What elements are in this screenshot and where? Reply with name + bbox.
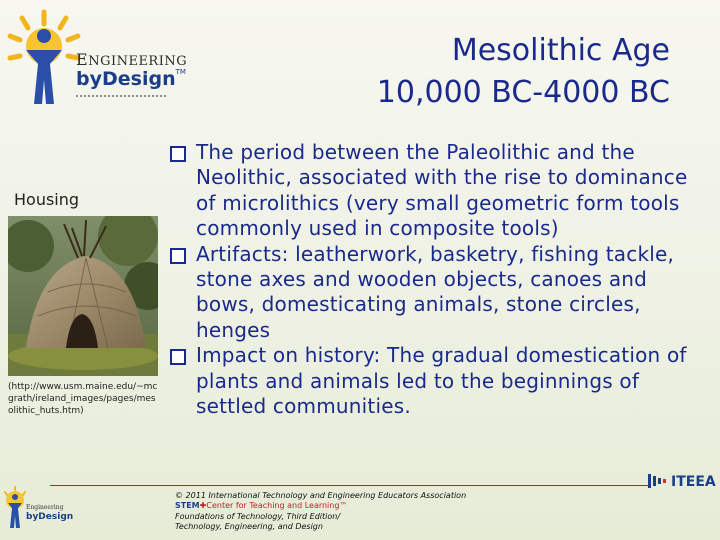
bullet-item (170, 343, 690, 419)
engineering-by-design-logo (6, 6, 196, 116)
checkbox-bullet-icon (170, 248, 186, 264)
logo-bydesign-label: byDesign (76, 68, 176, 90)
title-line-1: Mesolithic Age (451, 33, 670, 68)
logo-bydesign-text (76, 68, 186, 90)
housing-heading: Housing (14, 190, 80, 209)
photo-source-caption: (http://www.usm.maine.edu/~mcgrath/ireland_images/pages/mesolithic_huts.htm) (8, 382, 158, 416)
checkbox-bullet-icon (170, 349, 186, 365)
mesolithic-hut-photo (8, 216, 158, 376)
sun-figure-icon (6, 6, 86, 116)
slide-title (377, 30, 670, 114)
bullet-text: Impact on history: The gradual domestication of plants and animals led to the beginnings of settled communities. (196, 343, 687, 419)
bullet-list (170, 140, 690, 419)
footer-rule (50, 485, 648, 486)
stem-label: STEM (175, 501, 200, 511)
footer-book-subtitle: Technology, Engineering, and Design (175, 522, 323, 532)
logo-engineering-rest: NGINEERING (88, 54, 188, 69)
stem-plus-icon: ✚ (199, 501, 207, 511)
footer-book-title: Foundations of Technology, Third Edition/ (175, 511, 341, 521)
logo-tm: TM (175, 68, 186, 76)
footer-copyright: © 2011 International Technology and Engineering Educators Association (175, 491, 467, 500)
checkbox-bullet-icon (170, 146, 186, 162)
small-logo-bydesign: byDesign (26, 512, 74, 522)
bullet-item (170, 242, 690, 344)
small-logo-engineering: Engineering (26, 504, 64, 511)
bullet-text: Artifacts: leatherwork, basketry, fishing tackle, stone axes and wooden objects, canoes and bows, domesticating animals, stone circles, henges (196, 241, 675, 342)
logo-dotted-rule (76, 95, 166, 99)
iteea-logo-text: ITEEA (671, 474, 716, 490)
center-label: Center for Teaching and Learning™ (206, 501, 348, 511)
bullet-item (170, 140, 690, 242)
small-sun-figure-icon (2, 486, 28, 536)
footer-credits (175, 491, 466, 533)
logo-engineering-text: ENGINEERING (76, 50, 188, 69)
footer-stem-center (175, 501, 466, 511)
title-line-2: 10,000 BC-4000 BC (376, 75, 670, 110)
bullet-text: The period between the Paleolithic and the Neolithic, associated with the rise to dominance of microlithics (very small geometric form tools commonly used in composite tools) (196, 140, 688, 241)
